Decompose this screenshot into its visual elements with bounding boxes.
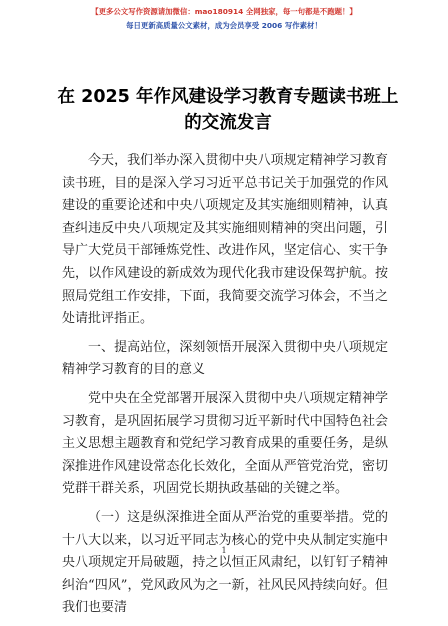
promo-line-wechat: 【更多公文写作资源请加微信：mao180914 全网独家，每一句都是不跑题！】: [91, 7, 357, 16]
promo-banner: [0, 5, 448, 33]
promo-line-membership: 每日更新高质量公文素材，成为会员享受 2006 写作素材！: [126, 21, 322, 30]
body-paragraph: （一）这是纵深推进全面从严治党的重要举措。党的十八大以来，以习近平同志为核心的党中央从制定实施中央八项规定开局破题，持之以恒正风肃纪，以钉钉子精神纠治“四风”，党风政风为之一新，社风民风持续向好。但我们也要清: [62, 509, 388, 616]
body-paragraph: 党中央在全党部署开展深入贯彻中央八项规定精神学习教育，是巩固拓展学习贯彻习近平新时代中国特色社会主义思想主题教育和党纪学习教育成果的重要任务，是纵深推进作风建设常态化长效化，全面从严管党治党，密切党群干群关系，巩固党长期执政基础的关键之举。: [62, 390, 388, 497]
intro-paragraph: 今天，我们举办深入贯彻中央八项规定精神学习教育读书班，目的是深入学习习近平总书记关于加强党的作风建设的重要论述和中央八项规定及其实施细则精神，认真查纠违反中央八项规定及其实施细则精神的突出问题，引导广大党员干部锤炼党性、改进作风，坚定信心、实干争先，以作风建设的新成效为现代化我市建设保驾护航。按照局党组工作安排，下面，我简要交流学习体会，不当之处请批评指正。: [62, 153, 388, 327]
section-heading-1: 一、提高站位，深刻领悟开展深入贯彻中央八项规定精神学习教育的目的意义: [62, 339, 388, 378]
document-title: 在 2025 年作风建设学习教育专题读书班上的交流发言: [57, 87, 399, 133]
page-number: 1: [221, 546, 227, 555]
